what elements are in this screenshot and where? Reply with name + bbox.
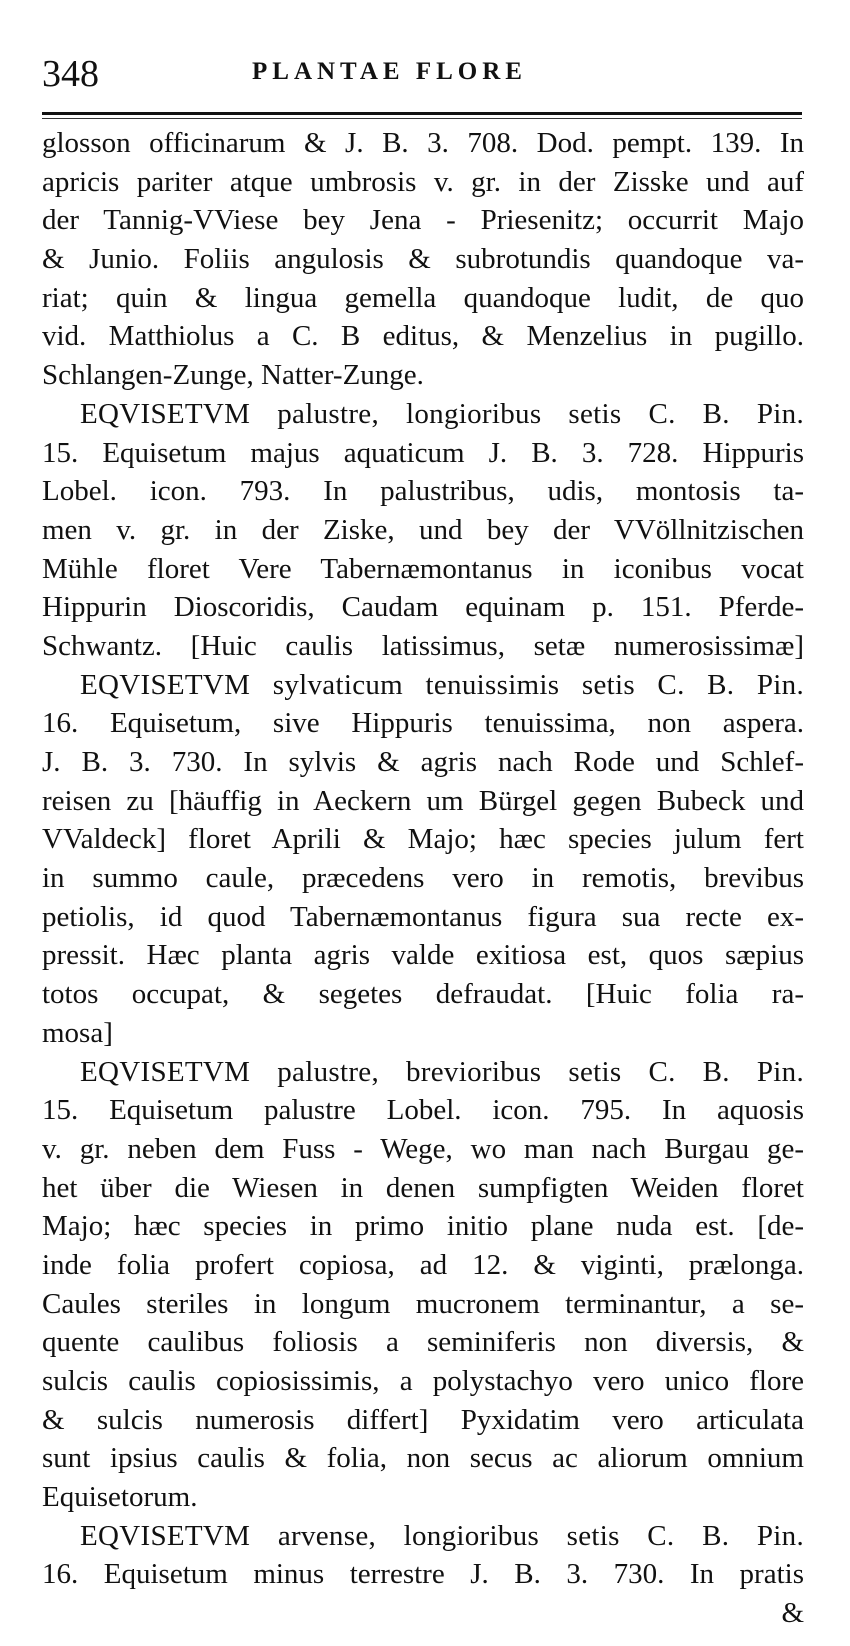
text-line-20: in summo caule, præcedens vero in remotis, brevibus [42,862,804,895]
text-line-1: glosson officinarum & J. B. 3. 708. Dod. pempt. 139. In [42,127,804,159]
text-line-15: EQVISETVM sylvaticum tenuissimis setis C. B. Pin. [80,668,804,701]
text-line-33: sulcis caulis copiosissimis, a polystachyo vero unico flore [42,1365,804,1397]
text-line-34: & sulcis numerosis differt] Pyxidatim vero articulata [42,1403,804,1436]
text-line-32: quente caulibus foliosis a seminiferis non diversis, & [42,1326,804,1359]
text-line-23: totos occupat, & segetes defraudat. [Huic folia ra- [42,978,804,1011]
text-line-10: Lobel. icon. 793. In palustribus, udis, montosis ta- [42,475,804,508]
text-line-31: Caules steriles in longum mucronem terminantur, a se- [42,1287,804,1320]
text-line-16: 16. Equisetum, sive Hippuris tenuissima, non aspera. [42,707,804,740]
text-line-30: inde folia profert copiosa, ad 12. & viginti, prælonga. [42,1248,804,1281]
text-line-12: Mühle floret Vere Tabernæmontanus in iconibus vocat [42,552,804,585]
running-title: PLANTAE FLORE [252,58,527,85]
text-line-22: pressit. Hæc planta agris valde exitiosa est, quos sæpius [42,939,804,972]
text-line-26: 15. Equisetum palustre Lobel. icon. 795. In aquosis [42,1094,804,1127]
header-rule [42,112,802,115]
text-line-5: riat; quin & lingua gemella quandoque ludit, de quo [42,281,804,314]
page-number: 348 [42,53,99,95]
text-line-18: reisen zu [häuffig in Aeckern um Bürgel gegen Bubeck und [42,784,804,817]
text-line-37: EQVISETVM arvense, longioribus setis C. B. Pin. [80,1519,804,1552]
text-line-11: men v. gr. in der Ziske, und bey der VVöllnitzischen [42,513,804,546]
text-line-4: & Junio. Foliis angulosis & subrotundis quandoque va- [42,243,804,276]
text-line-25: EQVISETVM palustre, brevioribus setis C. B. Pin. [80,1055,804,1088]
text-line-35: sunt ipsius caulis & folia, non secus ac aliorum omnium [42,1442,804,1475]
text-line-7: Schlangen-Zunge, Natter-Zunge. [42,359,424,392]
catchword: & [781,1597,804,1630]
text-line-8: EQVISETVM palustre, longioribus setis C. B. Pin. [80,397,804,430]
text-line-29: Majo; hæc species in primo initio plane nuda est. [de- [42,1210,804,1243]
text-line-13: Hippurin Dioscoridis, Caudam equinam p. 151. Pferde- [42,591,804,624]
text-line-3: der Tannig-VViese bey Jena - Priesenitz; occurrit Majo [42,204,804,237]
text-line-9: 15. Equisetum majus aquaticum J. B. 3. 728. Hippuris [42,436,804,469]
text-line-19: VValdeck] floret Aprili & Majo; hæc species julum fert [42,823,804,856]
text-line-27: v. gr. neben dem Fuss - Wege, wo man nach Burgau ge- [42,1132,804,1165]
body-text [42,124,804,1633]
text-line-24: mosa] [42,1016,113,1049]
text-line-2: apricis pariter atque umbrosis v. gr. in der Zisske und auf [42,165,804,198]
text-line-38: 16. Equisetum minus terrestre J. B. 3. 730. In pratis [42,1558,804,1591]
text-line-6: vid. Matthiolus a C. B editus, & Menzelius in pugillo. [42,320,804,353]
page-header [42,52,802,102]
text-line-28: het über die Wiesen in denen sumpfigten Weiden floret [42,1171,804,1204]
text-line-36: Equisetorum. [42,1481,198,1514]
header-rule-thin [42,118,802,119]
text-line-21: petiolis, id quod Tabernæmontanus figura sua recte ex- [42,900,804,933]
text-line-14: Schwantz. [Huic caulis latissimus, setæ numerosissimæ] [42,629,804,662]
text-line-17: J. B. 3. 730. In sylvis & agris nach Rode und Schlef- [42,746,804,778]
